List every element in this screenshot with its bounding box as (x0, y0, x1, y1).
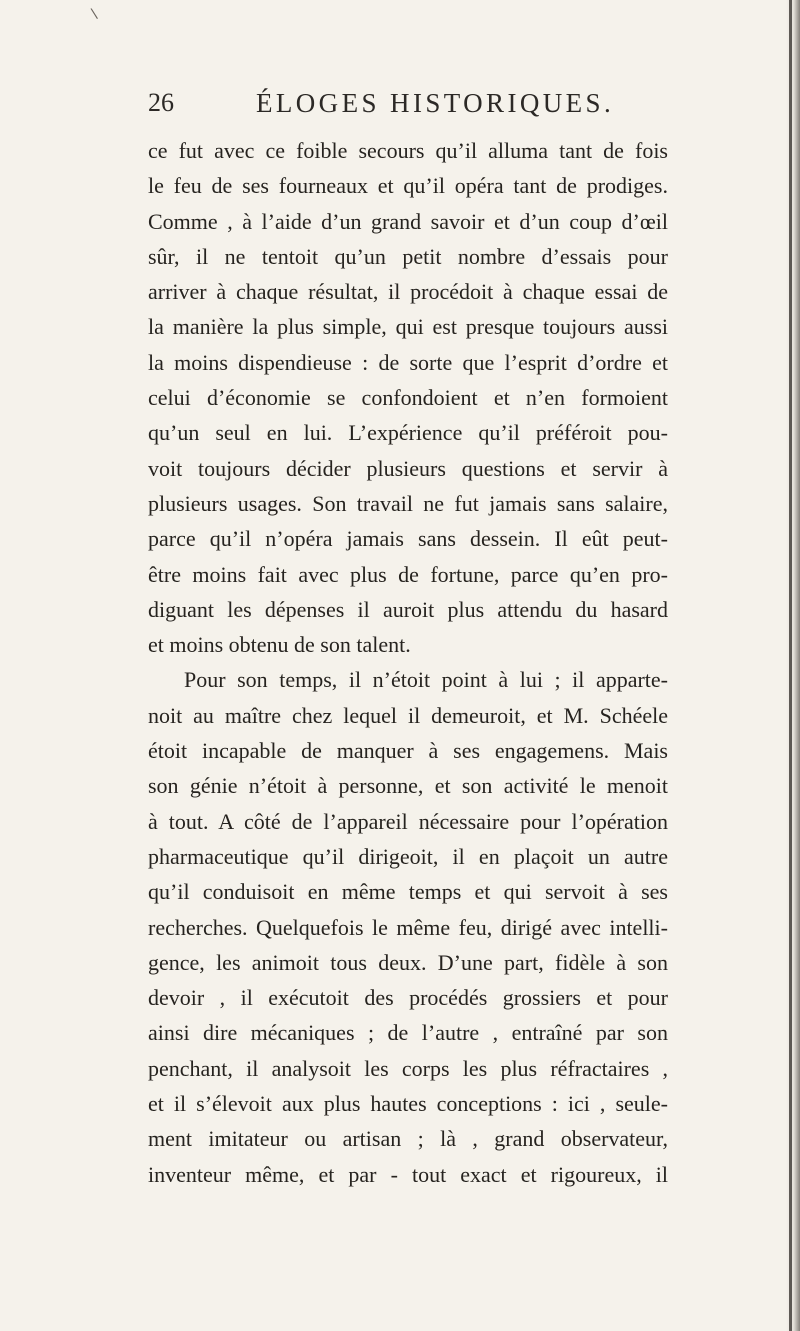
text-line: penchant, il analysoit les corps les plus réfractaires , (148, 1055, 668, 1081)
text-line: inventeur même, et par - tout exact et rigoureux, il (148, 1161, 668, 1187)
page-number: 26 (148, 88, 174, 117)
text-line: qu’il conduisoit en même temps et qui servoit à ses (148, 879, 668, 905)
text-line: être moins fait avec plus de fortune, parce qu’en pro- (148, 561, 668, 587)
text-line: ment imitateur ou artisan ; là , grand observateur, (148, 1126, 668, 1152)
text-line: Comme , à l’aide d’un grand savoir et d’un coup d’œil (148, 208, 668, 234)
text-line: son génie n’étoit à personne, et son activité le menoit (148, 773, 668, 799)
text-line: ainsi dire mécaniques ; de l’autre , entraîné par son (148, 1020, 668, 1046)
text-line: la moins dispendieuse : de sorte que l’esprit d’ordre et (148, 349, 668, 375)
text-line: recherches. Quelquefois le même feu, dirigé avec intelli- (148, 914, 668, 940)
text-line: celui d’économie se confondoient et n’en formoient (148, 385, 668, 411)
body-text (148, 133, 668, 1192)
text-line: voit toujours décider plusieurs questions et servir à (148, 455, 668, 481)
paragraph-start-line: Pour son temps, il n’étoit point à lui ; il apparte- (184, 667, 668, 693)
text-line: plusieurs usages. Son travail ne fut jamais sans salaire, (148, 490, 668, 516)
corner-mark: \ (90, 5, 99, 23)
page-header (148, 88, 668, 128)
text-line: gence, les animoit tous deux. D’une part, fidèle à son (148, 949, 668, 975)
text-line: à tout. A côté de l’appareil nécessaire pour l’opération (148, 808, 668, 834)
text-line: parce qu’il n’opéra jamais sans dessein. Il eût peut- (148, 526, 668, 552)
text-line: devoir , il exécutoit des procédés grossiers et pour (148, 985, 668, 1011)
text-line: noit au maître chez lequel il demeuroit, et M. Schéele (148, 702, 668, 728)
text-line: et il s’élevoit aux plus hautes conceptions : ici , seule- (148, 1091, 668, 1117)
text-line: pharmaceutique qu’il dirigeoit, il en plaçoit un autre (148, 843, 668, 869)
paragraph-end-line: et moins obtenu de son talent. (148, 632, 411, 658)
text-line: la manière la plus simple, qui est presque toujours aussi (148, 314, 668, 340)
text-line: étoit incapable de manquer à ses engagemens. Mais (148, 738, 668, 764)
text-line: sûr, il ne tentoit qu’un petit nombre d’essais pour (148, 243, 668, 269)
page-edge-line (789, 0, 792, 1331)
text-line: arriver à chaque résultat, il procédoit à chaque essai de (148, 279, 668, 305)
text-line: ce fut avec ce foible secours qu’il alluma tant de fois (148, 138, 668, 163)
text-line: qu’un seul en lui. L’expérience qu’il préféroit pou- (148, 420, 668, 446)
running-title: ÉLOGES HISTORIQUES. (256, 88, 615, 118)
text-line: le feu de ses fourneaux et qu’il opéra tant de prodiges. (148, 173, 668, 199)
text-line: diguant les dépenses il auroit plus attendu du hasard (148, 596, 668, 622)
